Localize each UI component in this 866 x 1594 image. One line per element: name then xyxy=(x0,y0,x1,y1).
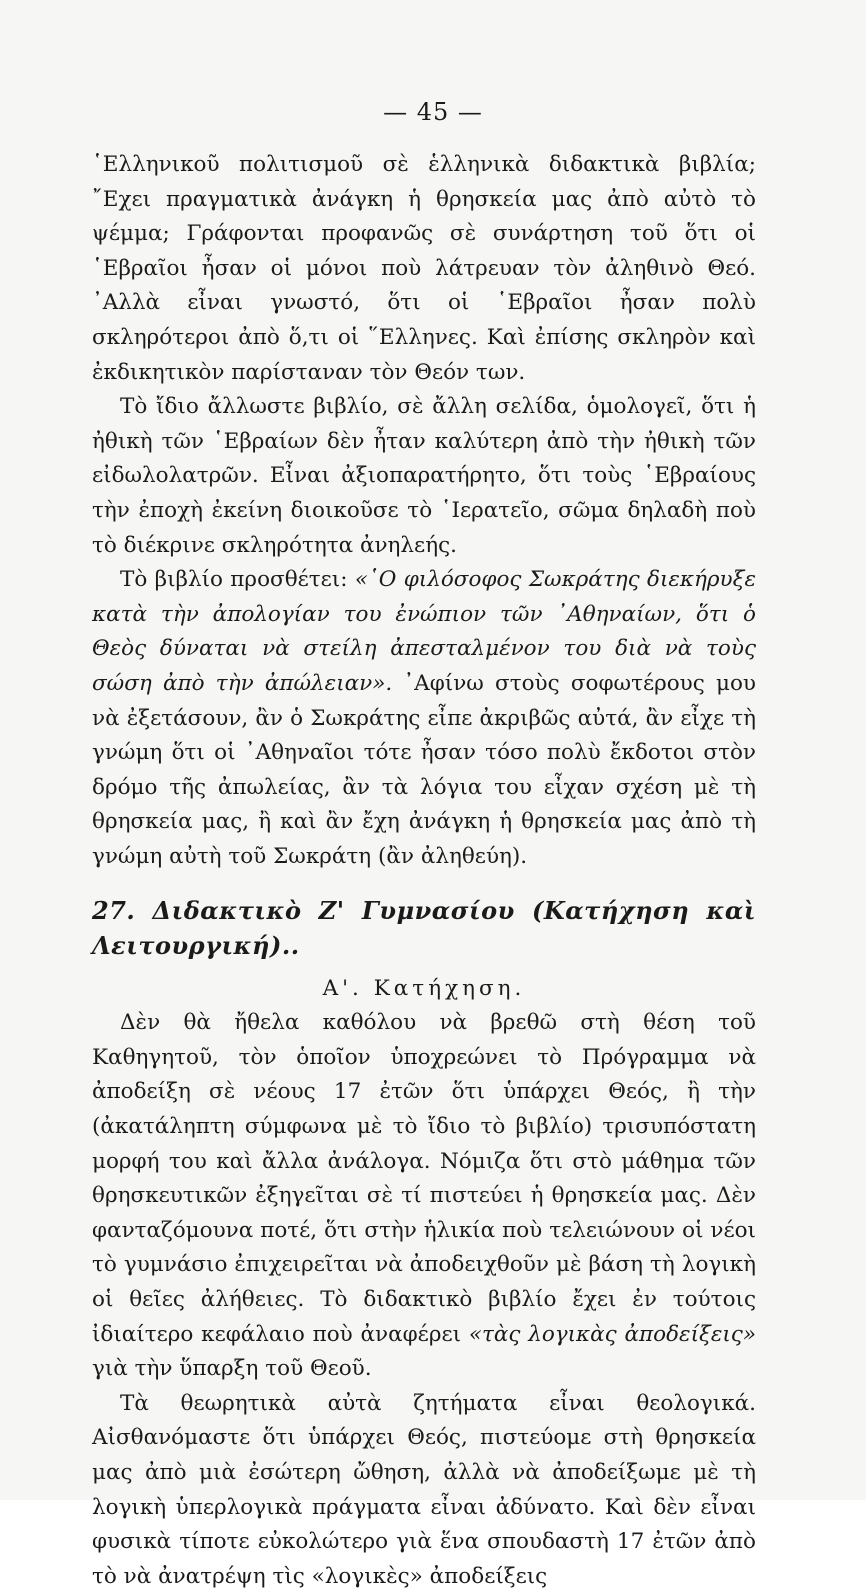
paragraph-5: Τὰ θεωρητικὰ αὐτὰ ζητήματα εἶναι θεολογικά. Αἰσθανόμαστε ὅτι ὑπάρχει Θεός, πιστεύομε στὴ θρησκεία μας ἀπὸ μιὰ ἐσώτερη ὤθηση, ἀλλὰ νὰ ἀποδείξωμε μὲ τὴ λογικὴ ὑπερλογικὰ πράγματα εἶναι ἀδύνατο. Καὶ δὲν εἶναι φυσικὰ τίποτε εὐκολώτερο γιὰ ἕνα σπουδαστὴ 17 ἐτῶν ἀπὸ τὸ νὰ ἀνατρέψη τὶς «λογικὲς» ἀποδείξεις xyxy=(92,1390,756,1589)
page-number: — 45 — xyxy=(383,98,483,126)
paragraph-4-start: Δὲν θὰ ἤθελα καθόλου νὰ βρεθῶ στὴ θέση τοῦ Καθηγητοῦ, τὸν ὁποῖον ὑποχρεώνει τὸ Πρόγραμμα νὰ ἀποδείξη σὲ νέους 17 ἐτῶν ὅτι ὑπάρχει Θεός, ἢ τὴν (ἀκατάληπτη σύμφωνα μὲ τὸ ἴδιο τὸ βιβλίο) τρισυπόστατη μορφή του καὶ ἄλλα ἀνάλογα. Νόμιζα ὅτι στὸ μάθημα τῶν θρησκευτικῶν ἐξηγεῖται σὲ τί πιστεύει ἡ θρησκεία μας. Δὲν φανταζόμουνα ποτέ, ὅτι στὴν ἡλικία ποὺ τελειώνουν οἱ νέοι τὸ γυμνάσιο ἐπιχειρεῖται νὰ ἀποδειχθοῦν μὲ βάση τὴ λογικὴ οἱ θεῖες ἀλήθειες. Τὸ διδακτικὸ βιβλίο ἔχει ἐν τούτοις ἰδιαίτερο κεφάλαιο ποὺ ἀναφέρει xyxy=(92,1010,756,1347)
paragraph-3-end: ᾿Αφίνω στοὺς σοφωτέρους μου νὰ ἐξετάσουν, ἂν ὁ Σωκράτης εἶπε ἀκριβῶς αὐτά, ἂν εἶχε τὴ γνώμη ὅτι οἱ ᾿Αθηναῖοι τότε ἦσαν τόσο πολὺ ἔκδοτοι στὸν δρόμο τῆς ἀπωλείας, ἂν τὰ λόγια του εἶχαν σχέση μὲ τὴ θρησκεία μας, ἢ καὶ ἂν ἔχη ἀνάγκη ἡ θρησκεία μας ἀπὸ τὴ γνώμη αὐτὴ τοῦ Σωκράτη (ἂν ἀληθεύη). xyxy=(92,670,757,869)
paragraph-1: ῾Ελληνικοῦ πολιτισμοῦ σὲ ἑλληνικὰ διδακτικὰ βιβλία; ῎Εχει πραγματικὰ ἀνάγκη ἡ θρησκεία μας ἀπὸ αὐτὸ τὸ ψέμμα; Γράφονται προφανῶς σὲ συνάρτηση τοῦ ὅτι οἱ ῾Εβραῖοι ἦσαν οἱ μόνοι ποὺ λάτρευαν τὸν ἀληθινὸ Θεό. ᾿Αλλὰ εἶναι γνωστό, ὅτι οἱ ῾Εβραῖοι ἦσαν πολὺ σκληρότεροι ἀπὸ ὅ,τι οἱ ῞Ελληνες. Καὶ ἐπίσης σκληρὸν καὶ ἐκδικητικὸν παρίσταναν τὸν Θεόν των. xyxy=(92,152,756,385)
paragraph-4 xyxy=(92,1006,756,1387)
paragraph-4-end: γιὰ τὴν ὕπαρξη τοῦ Θεοῦ. xyxy=(92,1356,372,1382)
socrates-quote: «῾Ο φιλόσοφος Σωκράτης διεκήρυξε κατὰ τὴν ἀπολογίαν του ἐνώπιον τῶν ᾿Αθηναίων, ὅτι ὁ Θεὸς δύναται νὰ στείλη ἀπεσταλμένον του διὰ νὰ τοὺς σώση ἀπὸ τὴν ἀπώλειαν». xyxy=(92,567,756,696)
paragraph-3 xyxy=(92,563,756,874)
logical-proofs-quote: «τὰς λογικὰς ἀποδείξεις» xyxy=(468,1321,756,1347)
body-text xyxy=(92,148,756,1594)
paragraph-2: Τὸ ἴδιο ἄλλωστε βιβλίο, σὲ ἄλλη σελίδα, ὁμολογεῖ, ὅτι ἡ ἠθικὴ τῶν ῾Εβραίων δὲν ἦταν καλύτερη ἀπὸ τὴν ἠθικὴ τῶν εἰδωλολατρῶν. Εἶναι ἀξιοπαρατήρητο, ὅτι τοὺς ῾Εβραίους τὴν ἐποχὴ ἐκείνη διοικοῦσε τὸ ῾Ιερατεῖο, σῶμα δηλαδὴ ποὺ τὸ διέκρινε σκληρότητα ἀνηλεής. xyxy=(92,394,756,558)
section-heading: 27. Διδακτικὸ Ζ' Γυμνασίου (Κατήχηση καὶ Λειτουργική).. xyxy=(92,896,756,961)
paragraph-3-start: Τὸ βιβλίο προσθέτει: xyxy=(120,567,355,593)
subsection-heading: Α'. Κατήχηση. xyxy=(322,975,526,1001)
